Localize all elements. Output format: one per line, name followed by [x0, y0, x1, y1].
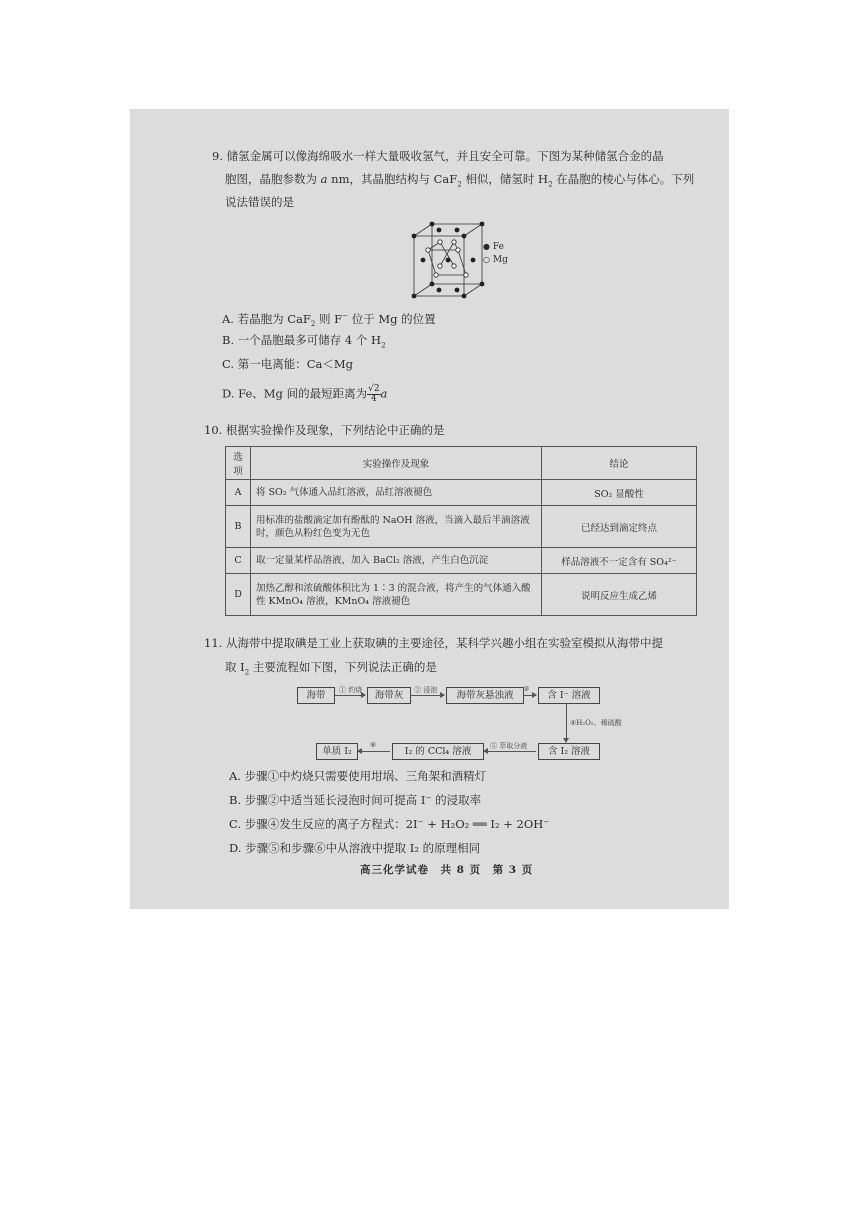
q9-stem-line1: 9. 储氢金属可以像海绵吸水一样大量吸收氢气，并且安全可靠。下图为某种储氢合金的晶 [212, 149, 664, 163]
q9-option-d: D. Fe、Mg 间的最短距离为 $\frac{√2}{4}$ a [222, 384, 388, 404]
q9-stem-line2: 胞图，晶胞参数为 a nm，其晶胞结构与 CaF$_2$ 相似，储氢时 $H_2$ 在晶胞的棱心与体心。下列 [225, 172, 695, 189]
flow-step-3: ③ [523, 685, 530, 693]
flow-box-suspension: 海带灰悬浊液 [446, 687, 524, 704]
q11-option-c: C. 步骤④发生反应的离子方程式：2I⁻ + H₂O₂ ══ I₂ + 2OH⁻ [229, 817, 550, 831]
mg-circle-icon: ○ [483, 255, 490, 264]
flow-arrow-2 [411, 695, 444, 696]
flow-step-2: ② 浸泡 [414, 686, 438, 694]
row-operation: 用标准的盐酸滴定加有酚酞的 NaOH 溶液，当滴入最后半滴溶液时，颜色从粉红色变为无色 [251, 506, 542, 548]
row-option: B [226, 506, 251, 548]
flow-arrow-5 [484, 751, 536, 752]
fraction: $\frac{√2}{4}$ [368, 384, 380, 404]
q11-option-d: D. 步骤⑤和步骤⑥中从溶液中提取 I₂ 的原理相同 [229, 841, 481, 855]
flow-arrow-4 [566, 704, 567, 740]
table-header-row [226, 447, 697, 480]
row-operation: 将 SO₂ 气体通入品红溶液，品红溶液褪色 [251, 480, 542, 506]
fe-dot-icon: ● [483, 242, 490, 251]
table-row [226, 574, 697, 616]
flow-box-kelp-ash: 海带灰 [367, 687, 411, 704]
flow-arrow-1 [335, 695, 365, 696]
legend-fe: ● Fe [483, 242, 504, 252]
q9-option-a: A. 若晶胞为 CaF$_2$ 则 F− 位于 Mg 的位置 [222, 311, 436, 329]
flow-box-ccl4-solution: I₂ 的 CCl₄ 溶液 [392, 743, 484, 760]
flow-box-iodide-solution: 含 I⁻ 溶液 [538, 687, 600, 704]
row-operation: 加热乙醇和浓硫酸体积比为 1∶3 的混合液，将产生的气体通入酸性 KMnO₄ 溶液，KMnO₄ 溶液褪色 [251, 574, 542, 616]
q11-option-a: A. 步骤①中灼烧只需要使用坩埚、三角架和酒精灯 [229, 769, 487, 783]
q11-option-b: B. 步骤②中适当延长浸泡时间可提高 I⁻ 的浸取率 [229, 793, 482, 807]
table-row [226, 548, 697, 574]
q9-stem-line3: 说法错误的是 [225, 195, 294, 209]
row-option: C [226, 548, 251, 574]
q9-option-b: B. 一个晶胞最多可储存 4 个 $H_2$ [222, 333, 386, 350]
row-option: A [226, 480, 251, 506]
row-conclusion: 已经达到滴定终点 [542, 506, 697, 548]
flow-step-6: ⑥ [370, 741, 377, 749]
flow-step-4: ④H₂O₂、稀硫酸 [570, 719, 622, 727]
q10-table [225, 446, 697, 616]
exam-page-photo [130, 109, 729, 909]
row-conclusion: 说明反应生成乙烯 [542, 574, 697, 616]
legend-mg: ○ Mg [483, 255, 508, 265]
flow-step-1: ① 灼烧 [339, 686, 363, 694]
table-row [226, 506, 697, 548]
flow-step-5: ⑤ 萃取分液 [490, 742, 528, 750]
flow-arrow-6 [358, 751, 390, 752]
q11-stem-line2: 取 $I_2$ 主要流程如下图，下列说法正确的是 [225, 660, 437, 677]
q10-stem: 10. 根据实验操作及现象，下列结论中正确的是 [204, 423, 445, 437]
row-conclusion: 样品溶液不一定含有 SO₄²⁻ [542, 548, 697, 574]
row-option: D [226, 574, 251, 616]
header-operation: 实验操作及现象 [251, 447, 542, 480]
flow-box-iodine-element: 单质 I₂ [316, 743, 358, 760]
row-conclusion: SO₂ 显酸性 [542, 480, 697, 506]
flow-box-kelp: 海带 [297, 687, 335, 704]
header-option: 选项 [226, 447, 251, 480]
q11-stem-line1: 11. 从海带中提取碘是工业上获取碘的主要途径，某科学兴趣小组在实验室模拟从海带中提 [204, 636, 663, 650]
row-operation: 取一定量某样品溶液，加入 BaCl₂ 溶液，产生白色沉淀 [251, 548, 542, 574]
table-row [226, 480, 697, 506]
q9-option-c: C. 第一电离能：Ca＜Mg [222, 357, 353, 371]
header-conclusion: 结论 [542, 447, 697, 480]
flow-arrow-3 [524, 695, 536, 696]
page-footer: 高三化学试卷 共 8 页 第 3 页 [360, 864, 534, 876]
flow-box-iodine-solution: 含 I₂ 溶液 [538, 743, 600, 760]
